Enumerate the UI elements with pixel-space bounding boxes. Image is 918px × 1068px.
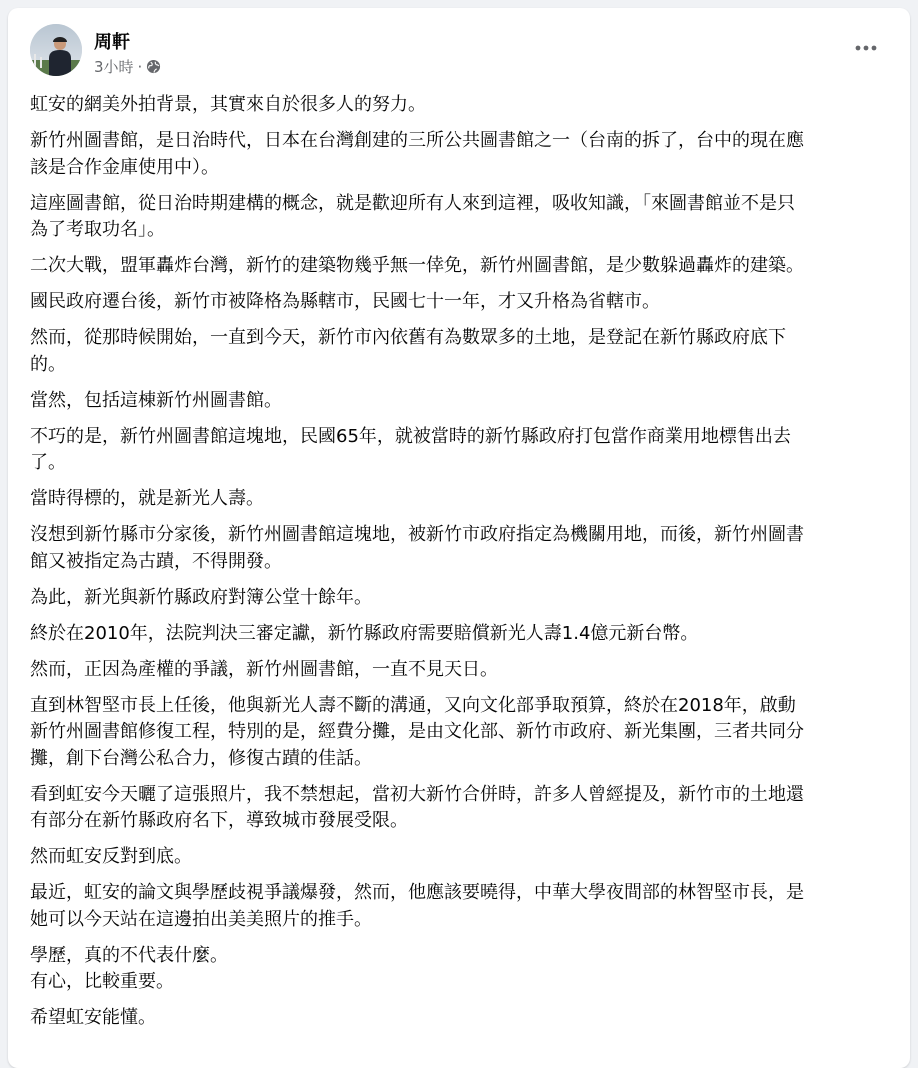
post-paragraph: 為此，新光與新竹縣政府對簿公堂十餘年。 bbox=[30, 586, 372, 608]
author-avatar[interactable] bbox=[30, 24, 82, 76]
author-name[interactable]: 周軒 bbox=[94, 32, 130, 53]
post-meta bbox=[94, 56, 161, 77]
post-paragraph: 直到林智堅市長上任後，他與新光人壽不斷的溝通，又向文化部爭取預算，終於在2018年，啟動 新竹州圖書館修復工程，特別的是，經費分攤，是由文化部、新竹市政府、新光集團，三者共同分 攤，創下台灣公私合力，修復古蹟的佳話。 bbox=[30, 694, 804, 769]
post-paragraph: 然而，正因為產權的爭議，新竹州圖書館，一直不見天日。 bbox=[30, 658, 498, 680]
post-paragraph: 學歷，真的不代表什麼。 有心，比較重要。 bbox=[30, 944, 228, 992]
post-paragraph: 新竹州圖書館，是日治時代，日本在台灣創建的三所公共圖書館之一（台南的拆了，台中的現在應 該是合作金庫使用中）。 bbox=[30, 130, 804, 178]
avatar-photo bbox=[30, 24, 82, 76]
post-paragraph: 不巧的是，新竹州圖書館這塊地，民國65年，就被當時的新竹縣政府打包當作商業用地標售出去 了。 bbox=[30, 425, 791, 473]
post-paragraph: 然而，從那時候開始，一直到今天，新竹市內依舊有為數眾多的土地，是登記在新竹縣政府底下 的。 bbox=[30, 327, 786, 375]
post-paragraph: 這座圖書館，從日治時期建構的概念，就是歡迎所有人來到這裡，吸收知識，「來圖書館並不是只 為了考取功名」。 bbox=[30, 192, 795, 240]
post-timestamp[interactable]: 3小時 bbox=[94, 58, 134, 76]
post-paragraph: 希望虹安能懂。 bbox=[30, 1007, 156, 1028]
post-header bbox=[30, 24, 894, 80]
meta-separator: · bbox=[137, 57, 143, 76]
post-paragraph: 看到虹安今天曬了這張照片，我不禁想起，當初大新竹合併時，許多人曾經提及，新竹市的土地還 有部分在新竹縣政府名下，導致城市發展受限。 bbox=[30, 783, 804, 831]
more-options-button[interactable] bbox=[848, 30, 884, 66]
post-paragraph: 最近，虹安的論文與學歷歧視爭議爆發，然而，他應該要曉得，中華大學夜間部的林智堅市長，是 她可以今天站在這邊拍出美美照片的推手。 bbox=[30, 882, 804, 930]
globe-icon[interactable] bbox=[146, 59, 161, 74]
post-paragraph: 終於在2010年，法院判決三審定讞，新竹縣政府需要賠償新光人壽1.4億元新台幣。 bbox=[30, 622, 699, 644]
post-paragraph: 當時得標的，就是新光人壽。 bbox=[30, 488, 264, 509]
post-body bbox=[30, 92, 898, 1041]
post-paragraph: 國民政府遷台後，新竹市被降格為縣轄市，民國七十一年，才又升格為省轄市。 bbox=[30, 291, 660, 312]
post-paragraph: 當然，包括這棟新竹州圖書館。 bbox=[30, 389, 282, 411]
post-paragraph: 沒想到新竹縣市分家後，新竹州圖書館這塊地，被新竹市政府指定為機關用地，而後，新竹州圖書 館又被指定為古蹟，不得開發。 bbox=[30, 524, 804, 572]
more-horizontal-icon bbox=[855, 45, 877, 51]
post-card bbox=[8, 8, 910, 1068]
post-paragraph: 二次大戰，盟軍轟炸台灣，新竹的建築物幾乎無一倖免，新竹州圖書館，是少數躲過轟炸的建築。 bbox=[30, 255, 804, 276]
post-paragraph: 然而虹安反對到底。 bbox=[30, 846, 192, 867]
post-paragraph: 虹安的網美外拍背景，其實來自於很多人的努力。 bbox=[30, 94, 426, 115]
